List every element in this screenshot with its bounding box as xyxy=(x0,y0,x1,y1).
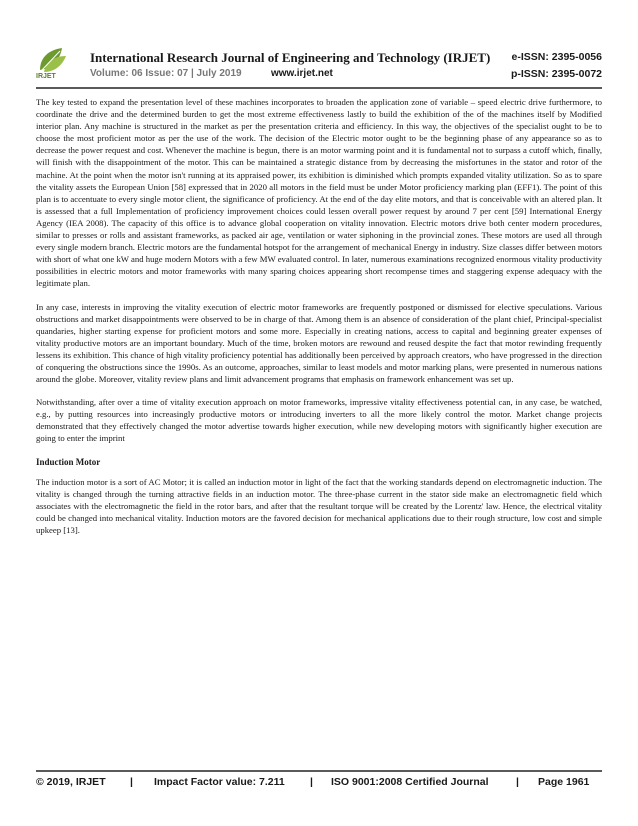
paragraph-2: In any case, interests in improving the vitality execution of electric motor frameworks are frequently postponed or dismissed for elective speculations. Various obstructions and market disappointments were observed to be in charge of that. Among them is an absence of consideration of the plant chief, Principal-specialist quandaries, higher starting expense for proficient motors and some more. Especially in creating nations, access to capital and beginning greater expenses of vitality productive motors are an important boundary. Much of the time, broken motors are rewound and reused despite the fact that motor rewinding frequently lessens its exhibition. This chance of high vitality proficiency potential has additionally been perceived by approach creators, who have progressed in the direction of conquering the obstructions since the 1990s. As an outcome, approaches, similar to least models and motor marking plans, were presented in numerous nations around the globe. Moreover, vitality review plans and limit advancement programs that emphasis on framework enhancement was set up. xyxy=(36,301,602,385)
page-number: Page 1961 xyxy=(538,776,590,788)
header-divider xyxy=(36,87,602,89)
paragraph-3: Notwithstanding, after over a time of vitality execution approach on motor frameworks, impressive vitality effectiveness potential can, in any case, be watched, e.g., by putting resources into increasingly productive motors or introducing inverters to all the more likely control the motor. Market change projects demonstrated that they effectively changed the motor advertise towards higher execution, while new developing motors with significantly higher execution are going to enter the imprint xyxy=(36,397,602,444)
footer-divider xyxy=(36,770,602,772)
website-link[interactable]: www.irjet.net xyxy=(271,68,333,79)
footer-separator: | xyxy=(516,776,519,788)
p-issn: p-ISSN: 2395-0072 xyxy=(510,68,602,80)
footer-separator: | xyxy=(130,776,133,788)
impact-factor: Impact Factor value: 7.211 xyxy=(154,776,285,788)
volume-issue: Volume: 06 Issue: 07 | July 2019 xyxy=(90,68,242,79)
page-footer xyxy=(36,776,602,790)
leaf-logo-icon xyxy=(36,46,70,74)
page-header xyxy=(36,46,602,86)
journal-title: International Research Journal of Engineering and Technology (IRJET) xyxy=(90,50,491,65)
article-body xyxy=(36,96,602,547)
logo-text: IRJET xyxy=(36,73,56,80)
copyright: © 2019, IRJET xyxy=(36,776,106,788)
paragraph-4: The induction motor is a sort of AC Motor; it is called an induction motor in light of the fact that the working standards depend on electromagnetic induction. The vitality is changed through the turning attractive fields in an induction motor. The three-phase current in the stator side make an electromagnetic field which associates with the electromagnetic the field in the rotor bars, and after that the resultant torque will be created by the Lorentz' law. Hence, the electrical vitality could be changed into mechanical vitality. Induction motors are the favored decision for mechanical applications due to their rough structure, low cost and simple upkeep [13]. xyxy=(36,476,602,535)
iso-certification: ISO 9001:2008 Certified Journal xyxy=(331,776,489,788)
e-issn: e-ISSN: 2395-0056 xyxy=(511,51,602,63)
irjet-logo xyxy=(36,46,70,82)
footer-separator: | xyxy=(310,776,313,788)
paragraph-1: The key tested to expand the presentation level of these machines incorporates to broaden the application zone of variable – speed electric drive furthermore, to coordinate the drive and the determined burden to get the most extreme effectiveness lastly to build the exhibition of the of the machines itself by Modified interior plan. Any machine is structured in the market as per the presentation criteria and efficiency. In this way, the objectives of the specialist ought to be to choose the most proficient motor as per the use of the work. The decision of the Electric motor ought to be the beginning phase of any appearance so as to decrease the power request and cost. Whenever the machine is begun, there is an motor warming point and it is fundamental not to surpass a cutoff which, finally, will finish with the disappointment of the motor. This can be maintained a strategic distance from by decreasing the misfortunes in the stator and rotor of the machine. At the point when the motor isn't running at its appraised power, its exhibition is diminished which prompts expanded vitality utilization. So as to spare the vitality assets the European Union [58] expressed that in 2020 all motors in the field must be under Motor proficiency marking plan (EFF1). The point of this plan is to accentuate to every single motor client, the significance of proficiency. At the end of the day elite motors, and that is conceivable with an altered plan. It is assessed that a full Implementation of proficiency improvement choices could lessen overall power request by around 7 per cent [59] International Energy Agency (IEA 2008). The capacity of this office is to advance global cooperation on vitality innovation. Electric motors drive both center modern procedures, similar to presses or rolls and assistant frameworks, as packed air age, ventilation or water siphoning in the provincial zones. These motors are used all through every single modern branch. Electric motors are the fundamental hotspot for the arrangement of mechanical Energy in industry. Size classes differ between motors with short of what one kW and huge modern Motors with a few MW evaluated control. In later, numerous examinations recognized enormous vitality productivity possibilities in electric motors and motor frameworks with many sparing choices appearing short recompense times and staggering expense adequacy with the legitimate plan. xyxy=(36,97,602,289)
section-heading: Induction Motor xyxy=(36,456,101,467)
